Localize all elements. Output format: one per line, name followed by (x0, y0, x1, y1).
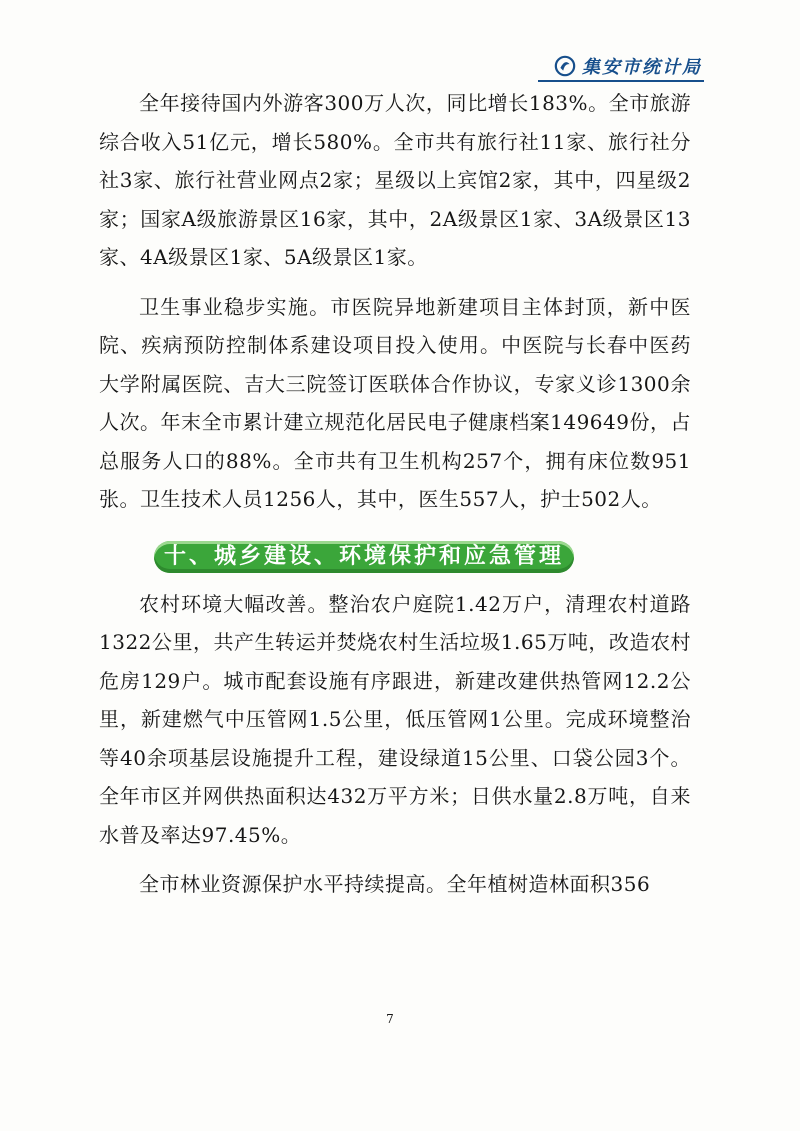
page-header (554, 52, 702, 80)
section-heading-banner (154, 541, 574, 573)
page-number: 7 (386, 1012, 394, 1026)
paragraph-tourism: 全年接待国内外游客300万人次，同比增长183%。全市旅游综合收入51亿元，增长580%。全市共有旅行社11家、旅行社分社3家、旅行社营业网点2家；星级以上宾馆2家，其中，四星级2家；国家A级旅游景区16家，其中，2A级景区1家、3A级景区13家、4A级景区1家、5A级景区1家。 (99, 91, 691, 269)
header-divider (538, 80, 704, 82)
paragraph-forestry: 全市林业资源保护水平持续提高。全年植树造林面积356 (139, 872, 651, 896)
paragraph-rural-environment: 农村环境大幅改善。整治农户庭院1.42万户，清理农村道路1322公里，共产生转运并焚烧农村生活垃圾1.65万吨，改造农村危房129户。城市配套设施有序跟进，新建改建供热管网12.2公里，新建燃气中压管网1.5公里，低压管网1公里。完成环境整治等40余项基层设施提升工程，建设绿道15公里、口袋公园3个。全年市区并网供热面积达432万平方米；日供水量2.8万吨，自来水普及率达97.45%。 (99, 591, 691, 847)
section-heading-title: 十、城乡建设、环境保护和应急管理 (163, 543, 564, 569)
header-title: 集安市统计局 (582, 57, 702, 78)
bureau-logo-icon (554, 55, 576, 77)
paragraph-health: 卫生事业稳步实施。市医院异地新建项目主体封顶，新中医院、疾病预防控制体系建设项目投入使用。中医院与长春中医药大学附属医院、吉大三院签订医联体合作协议，专家义诊1300余人次。年末全市累计建立规范化居民电子健康档案149649份，占总服务人口的88%。全市共有卫生机构257个，拥有床位数951张。卫生技术人员1256人，其中，医生557人，护士502人。 (99, 294, 691, 511)
document-body (99, 84, 691, 904)
